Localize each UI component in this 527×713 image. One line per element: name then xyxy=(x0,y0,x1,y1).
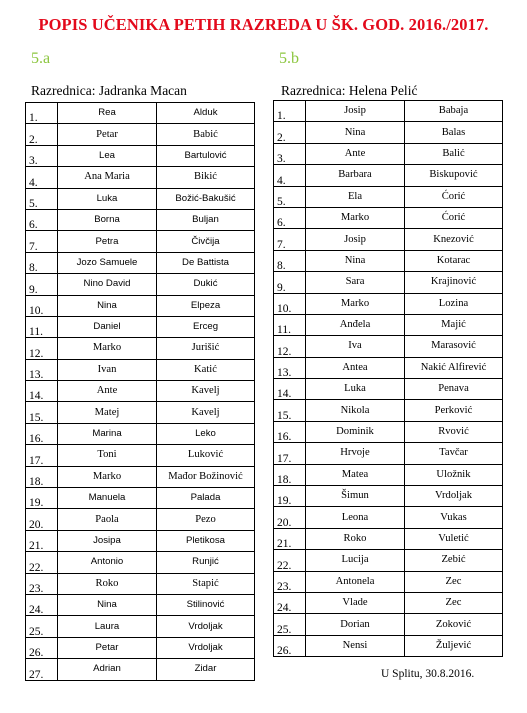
row-number: 3. xyxy=(26,145,58,166)
table-row xyxy=(26,338,255,359)
table-row xyxy=(274,571,503,592)
first-name: Nensi xyxy=(306,635,405,656)
last-name: Nakić Alfirević xyxy=(405,357,503,378)
first-name: Sara xyxy=(306,272,405,293)
first-name: Anđela xyxy=(306,314,405,335)
table-row xyxy=(26,252,255,273)
table-row xyxy=(274,357,503,378)
row-number: 21. xyxy=(26,530,58,551)
last-name: Vrdoljak xyxy=(405,486,503,507)
first-name: Josip xyxy=(306,101,405,122)
table-row xyxy=(274,314,503,335)
table-row xyxy=(26,274,255,295)
last-name: Mađor Božinović xyxy=(157,466,255,487)
table-row xyxy=(26,295,255,316)
table-row xyxy=(274,421,503,442)
first-name: Matej xyxy=(58,402,157,423)
row-number: 18. xyxy=(274,464,306,485)
row-number: 9. xyxy=(26,274,58,295)
first-name: Nino David xyxy=(58,274,157,295)
last-name: Katić xyxy=(157,359,255,380)
table-row xyxy=(274,207,503,228)
row-number: 13. xyxy=(26,359,58,380)
last-name: Perković xyxy=(405,400,503,421)
first-name: Jozo Samuele xyxy=(58,252,157,273)
first-name: Iva xyxy=(306,336,405,357)
class-a-label: 5.a xyxy=(31,50,51,67)
row-number: 4. xyxy=(26,167,58,188)
table-row xyxy=(26,402,255,423)
first-name: Nikola xyxy=(306,400,405,421)
last-name: Balas xyxy=(405,122,503,143)
table-row xyxy=(274,143,503,164)
table-row xyxy=(26,509,255,530)
last-name: Buljan xyxy=(157,209,255,230)
first-name: Petar xyxy=(58,124,157,145)
row-number: 7. xyxy=(274,229,306,250)
last-name: Elpeza xyxy=(157,295,255,316)
first-name: Roko xyxy=(58,573,157,594)
table-row xyxy=(26,359,255,380)
last-name: Zidar xyxy=(157,659,255,680)
last-name: Kavelj xyxy=(157,402,255,423)
last-name: Pletikosa xyxy=(157,530,255,551)
place-date: U Splitu, 30.8.2016. xyxy=(381,668,475,680)
row-number: 3. xyxy=(274,143,306,164)
table-row xyxy=(26,103,255,124)
table-row xyxy=(26,488,255,509)
first-name: Marko xyxy=(306,207,405,228)
first-name: Marko xyxy=(58,466,157,487)
row-number: 6. xyxy=(274,207,306,228)
last-name: Balić xyxy=(405,143,503,164)
table-row xyxy=(26,573,255,594)
last-name: Dukić xyxy=(157,274,255,295)
last-name: Božić-Bakušić xyxy=(157,188,255,209)
first-name: Roko xyxy=(306,528,405,549)
page-title: POPIS UČENIKA PETIH RAZREDA U ŠK. GOD. 2016./2017. xyxy=(38,15,489,34)
class-a-table xyxy=(25,102,255,681)
last-name: Bartulović xyxy=(157,145,255,166)
last-name: De Battista xyxy=(157,252,255,273)
first-name: Ante xyxy=(58,381,157,402)
last-name: Žuljević xyxy=(405,635,503,656)
last-name: Zoković xyxy=(405,614,503,635)
first-name: Paola xyxy=(58,509,157,530)
first-name: Marina xyxy=(58,423,157,444)
last-name: Stilinović xyxy=(157,594,255,615)
row-number: 2. xyxy=(26,124,58,145)
first-name: Luka xyxy=(58,188,157,209)
table-row xyxy=(26,167,255,188)
table-row xyxy=(274,443,503,464)
last-name: Vukas xyxy=(405,507,503,528)
first-name: Ela xyxy=(306,186,405,207)
last-name: Ćorić xyxy=(405,186,503,207)
first-name: Nina xyxy=(306,122,405,143)
first-name: Josipa xyxy=(58,530,157,551)
last-name: Penava xyxy=(405,379,503,400)
row-number: 20. xyxy=(26,509,58,530)
first-name: Barbara xyxy=(306,165,405,186)
table-row xyxy=(274,507,503,528)
first-name: Petra xyxy=(58,231,157,252)
row-number: 20. xyxy=(274,507,306,528)
table-row xyxy=(26,145,255,166)
table-row xyxy=(274,592,503,613)
first-name: Antea xyxy=(306,357,405,378)
last-name: Vrdoljak xyxy=(157,616,255,637)
last-name: Stapić xyxy=(157,573,255,594)
table-row xyxy=(26,530,255,551)
row-number: 7. xyxy=(26,231,58,252)
last-name: Zec xyxy=(405,571,503,592)
row-number: 10. xyxy=(274,293,306,314)
last-name: Krajinović xyxy=(405,272,503,293)
table-row xyxy=(274,614,503,635)
first-name: Leona xyxy=(306,507,405,528)
first-name: Marko xyxy=(306,293,405,314)
table-row xyxy=(26,466,255,487)
row-number: 17. xyxy=(274,443,306,464)
first-name: Lucija xyxy=(306,550,405,571)
last-name: Jurišić xyxy=(157,338,255,359)
table-row xyxy=(26,381,255,402)
row-number: 15. xyxy=(274,400,306,421)
table-row xyxy=(274,165,503,186)
first-name: Ivan xyxy=(58,359,157,380)
last-name: Vuletić xyxy=(405,528,503,549)
last-name: Bikić xyxy=(157,167,255,188)
first-name: Matea xyxy=(306,464,405,485)
table-row xyxy=(274,379,503,400)
first-name: Rea xyxy=(58,103,157,124)
table-row xyxy=(274,400,503,421)
row-number: 23. xyxy=(26,573,58,594)
first-name: Hrvoje xyxy=(306,443,405,464)
last-name: Erceg xyxy=(157,316,255,337)
table-row xyxy=(274,229,503,250)
last-name: Palada xyxy=(157,488,255,509)
table-row xyxy=(274,122,503,143)
row-number: 16. xyxy=(26,423,58,444)
last-name: Zebić xyxy=(405,550,503,571)
first-name: Petar xyxy=(58,637,157,658)
table-row xyxy=(274,272,503,293)
first-name: Vlade xyxy=(306,592,405,613)
row-number: 22. xyxy=(26,552,58,573)
last-name: Babić xyxy=(157,124,255,145)
row-number: 9. xyxy=(274,272,306,293)
row-number: 17. xyxy=(26,445,58,466)
last-name: Kotarac xyxy=(405,250,503,271)
table-row xyxy=(26,616,255,637)
table-row xyxy=(26,659,255,680)
first-name: Marko xyxy=(58,338,157,359)
table-row xyxy=(274,186,503,207)
table-row xyxy=(274,464,503,485)
table-row xyxy=(274,293,503,314)
first-name: Ana Maria xyxy=(58,167,157,188)
table-row xyxy=(274,486,503,507)
first-name: Nina xyxy=(58,295,157,316)
first-name: Ante xyxy=(306,143,405,164)
class-b-label: 5.b xyxy=(279,50,299,67)
table-row xyxy=(274,336,503,357)
class-b-teacher: Razrednica: Helena Pelić xyxy=(281,83,418,98)
last-name: Runjić xyxy=(157,552,255,573)
row-number: 8. xyxy=(26,252,58,273)
row-number: 18. xyxy=(26,466,58,487)
row-number: 5. xyxy=(26,188,58,209)
first-name: Dorian xyxy=(306,614,405,635)
last-name: Zec xyxy=(405,592,503,613)
last-name: Knezović xyxy=(405,229,503,250)
row-number: 12. xyxy=(274,336,306,357)
first-name: Antonela xyxy=(306,571,405,592)
row-number: 8. xyxy=(274,250,306,271)
last-name: Vrdoljak xyxy=(157,637,255,658)
table-row xyxy=(274,528,503,549)
table-row xyxy=(26,423,255,444)
table-row xyxy=(26,209,255,230)
last-name: Tavčar xyxy=(405,443,503,464)
row-number: 5. xyxy=(274,186,306,207)
table-row xyxy=(26,316,255,337)
row-number: 6. xyxy=(26,209,58,230)
table-row xyxy=(274,250,503,271)
last-name: Marasović xyxy=(405,336,503,357)
first-name: Lea xyxy=(58,145,157,166)
first-name: Manuela xyxy=(58,488,157,509)
first-name: Nina xyxy=(306,250,405,271)
last-name: Leko xyxy=(157,423,255,444)
row-number: 19. xyxy=(26,488,58,509)
row-number: 12. xyxy=(26,338,58,359)
table-row xyxy=(26,552,255,573)
row-number: 1. xyxy=(26,103,58,124)
row-number: 21. xyxy=(274,528,306,549)
row-number: 1. xyxy=(274,101,306,122)
row-number: 14. xyxy=(26,381,58,402)
row-number: 2. xyxy=(274,122,306,143)
last-name: Rvović xyxy=(405,421,503,442)
row-number: 26. xyxy=(26,637,58,658)
table-row xyxy=(26,124,255,145)
last-name: Čivčija xyxy=(157,231,255,252)
last-name: Pezo xyxy=(157,509,255,530)
row-number: 11. xyxy=(274,314,306,335)
last-name: Ćorić xyxy=(405,207,503,228)
first-name: Borna xyxy=(58,209,157,230)
row-number: 10. xyxy=(26,295,58,316)
row-number: 19. xyxy=(274,486,306,507)
table-row xyxy=(26,594,255,615)
row-number: 24. xyxy=(26,594,58,615)
table-row xyxy=(26,445,255,466)
last-name: Lozina xyxy=(405,293,503,314)
row-number: 26. xyxy=(274,635,306,656)
first-name: Toni xyxy=(58,445,157,466)
row-number: 15. xyxy=(26,402,58,423)
class-b-table xyxy=(273,100,503,657)
table-row xyxy=(26,231,255,252)
first-name: Dominik xyxy=(306,421,405,442)
first-name: Nina xyxy=(58,594,157,615)
row-number: 22. xyxy=(274,550,306,571)
table-row xyxy=(274,101,503,122)
last-name: Kavelj xyxy=(157,381,255,402)
first-name: Šimun xyxy=(306,486,405,507)
last-name: Biskupović xyxy=(405,165,503,186)
last-name: Uložnik xyxy=(405,464,503,485)
row-number: 24. xyxy=(274,592,306,613)
table-row xyxy=(26,188,255,209)
last-name: Luković xyxy=(157,445,255,466)
row-number: 11. xyxy=(26,316,58,337)
table-row xyxy=(274,635,503,656)
first-name: Daniel xyxy=(58,316,157,337)
row-number: 14. xyxy=(274,379,306,400)
class-a-teacher: Razrednica: Jadranka Macan xyxy=(31,83,187,98)
row-number: 25. xyxy=(26,616,58,637)
row-number: 13. xyxy=(274,357,306,378)
row-number: 23. xyxy=(274,571,306,592)
table-row xyxy=(26,637,255,658)
first-name: Antonio xyxy=(58,552,157,573)
last-name: Alduk xyxy=(157,103,255,124)
first-name: Josip xyxy=(306,229,405,250)
row-number: 25. xyxy=(274,614,306,635)
row-number: 4. xyxy=(274,165,306,186)
first-name: Luka xyxy=(306,379,405,400)
row-number: 16. xyxy=(274,421,306,442)
first-name: Laura xyxy=(58,616,157,637)
row-number: 27. xyxy=(26,659,58,680)
table-row xyxy=(274,550,503,571)
last-name: Babaja xyxy=(405,101,503,122)
last-name: Majić xyxy=(405,314,503,335)
first-name: Adrian xyxy=(58,659,157,680)
